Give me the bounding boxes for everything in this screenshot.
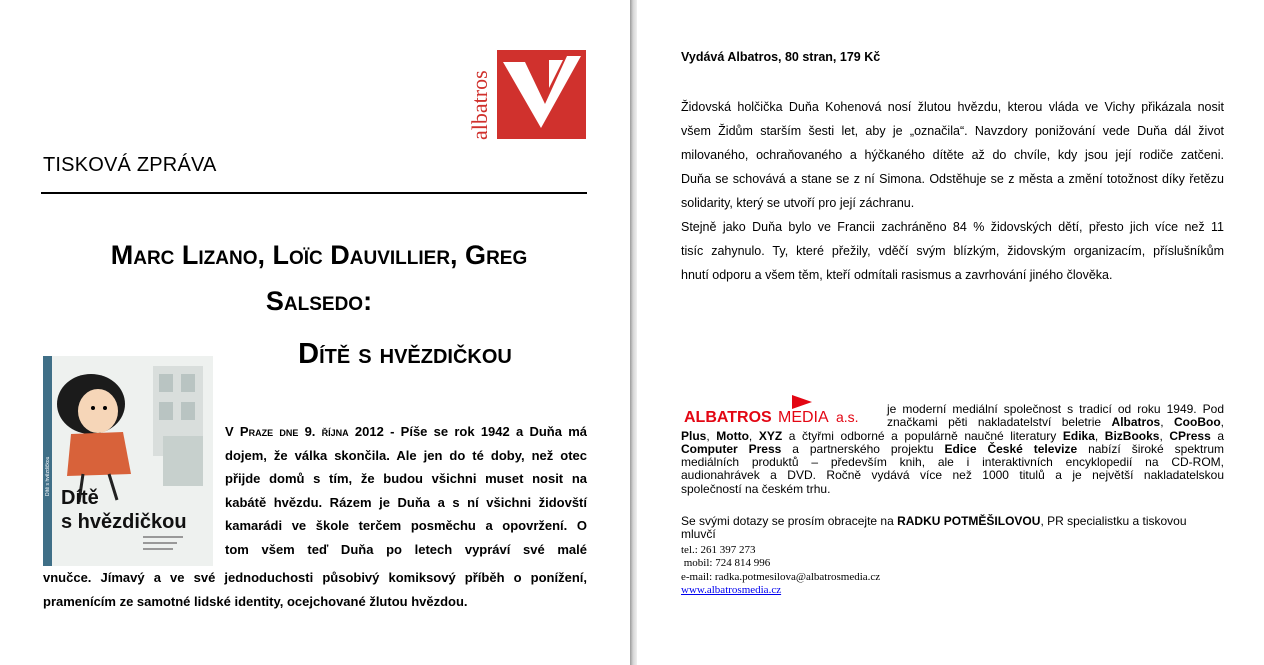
albatros-logo-wordmark [463,48,493,140]
svg-text:a.s.: a.s. [836,409,859,425]
contact-phone: tel.: 261 397 273 [681,544,756,556]
lead-line-7: vnučce. Jímavý a ve své jednoduchosti působivý komiksový příběh o ponížení, [43,570,587,585]
heading-rule [41,192,587,194]
description-line: hnutí odporu a všem těm, kteří odmítali rasismus a zavrhování jiného člověka. [681,268,1113,282]
book-description [681,95,1224,287]
website-link[interactable]: www.albatrosmedia.cz [681,584,782,597]
lead-line-3: přijde domů s tím, že budou všichni muset nosit na [225,471,587,487]
description-line: všem Židům starším šesti let, aby je „označila“. Navzdory ponižování vede Duňa dál život [681,124,1224,138]
svg-text:ALBATROS: ALBATROS [684,409,772,426]
albatros-logo-icon [497,50,586,139]
authors-line-2: Salsedo: [265,286,373,316]
lead-line-1: V Praze dne 9. října 2012 - Píše se rok 1942 a Duňa má [225,424,587,439]
lead-place-date: V Praze dne 9. října 2012 [225,424,384,439]
authors-heading [41,232,597,324]
lead-line-8: pramenícím ze samotné lidské identity, ocejchované žlutou hvězdou. [43,593,468,609]
authors-line-1: Marc Lizano, Loïc Dauvillier, Greg [110,240,528,270]
lead-line-2: dojem, že válka skončila. Ale jen do té doby, než otec [225,447,587,463]
description-line: solidarity, který se utvoří pro její záchranu. [681,196,915,210]
left-page [0,0,630,665]
description-line: Židovská holčička Duňa Kohenová nosí žlutou hvězdu, kterou vláda ve Vichy přikázala nosit [681,100,1224,114]
book-title: Dítě s hvězdičkou [298,338,512,370]
lead-line-4: kabátě hvězdu. Rázem je Duňa a s ní všichni židovští [225,494,587,510]
description-line: Stejně jako Duňa bylo ve Francii zachráněno 84 % židovských dětí, přesto jich více než 11 [681,220,1224,234]
cover-title-line-2: s hvězdičkou [61,511,187,533]
cover-title-line-1: Dítě [61,487,99,509]
lead-line-6: tom všem teď Duňa po letech vypráví své malé [225,541,587,557]
albatros-logo-text: albatros [467,70,492,140]
page-divider [630,0,637,665]
description-line: tisíc zahynulo. Ty, které přežily, vděčí svým blízkým, židovským organizacím, příslušníkům [681,244,1224,258]
press-release-heading: TISKOVÁ ZPRÁVA [43,154,217,176]
contact-email: e-mail: radka.potmesilova@albatrosmedia.cz [681,570,881,583]
lead-line-5: kamarádi ve škole terčem posměchu a opovržení. O [225,518,587,534]
description-line: milovaného, ochraňovaného a hýčkaného dítěte až do chvíle, kdy jsou její rodiče zatčeni. [681,148,1224,162]
publisher-line: Vydává Albatros, 80 stran, 179 Kč [681,50,881,64]
description-line: Duňa se schovává a stane se z ní Simona. Odstěhuje se z města a změní totožnost díky řetězu [681,172,1224,186]
contact-details [681,544,880,598]
lead-paragraph-continued [43,566,587,613]
book-cover-image [43,356,213,566]
lead-paragraph [225,420,587,562]
contact-mobile: mobil: 724 814 996 [681,557,771,570]
contact-name: RADKU POTMĚŠILOVOU [897,514,1041,528]
svg-text:MEDIA: MEDIA [778,409,829,426]
company-about: je moderní mediální společnost s tradicí od roku 1949. Pod značkami pěti nakladatelství beletrie Albatros, CooBoo, Plus, Motto, XYZ a čtyřmi odborné a populárně naučné literatury Edika, BizBooks, CPress a Computer Press a partnerského projektu Edice České televize nabízí široké spektrum mediálních produktů – především knih, ale i interaktivních encyklopedií na CD-ROM, audionahrávek a DVD. Ročně vydává více než 1000 titulů a je největší nakladatelskou společností na českém trhu. [681,402,1224,496]
cover-spine-text: Dítě s hvězdičkou [45,456,51,496]
contact-intro: Se svými dotazy se prosím obracejte na RADKU POTMĚŠILOVOU, PR specialistku a tiskovou mluvčí [681,514,1187,542]
